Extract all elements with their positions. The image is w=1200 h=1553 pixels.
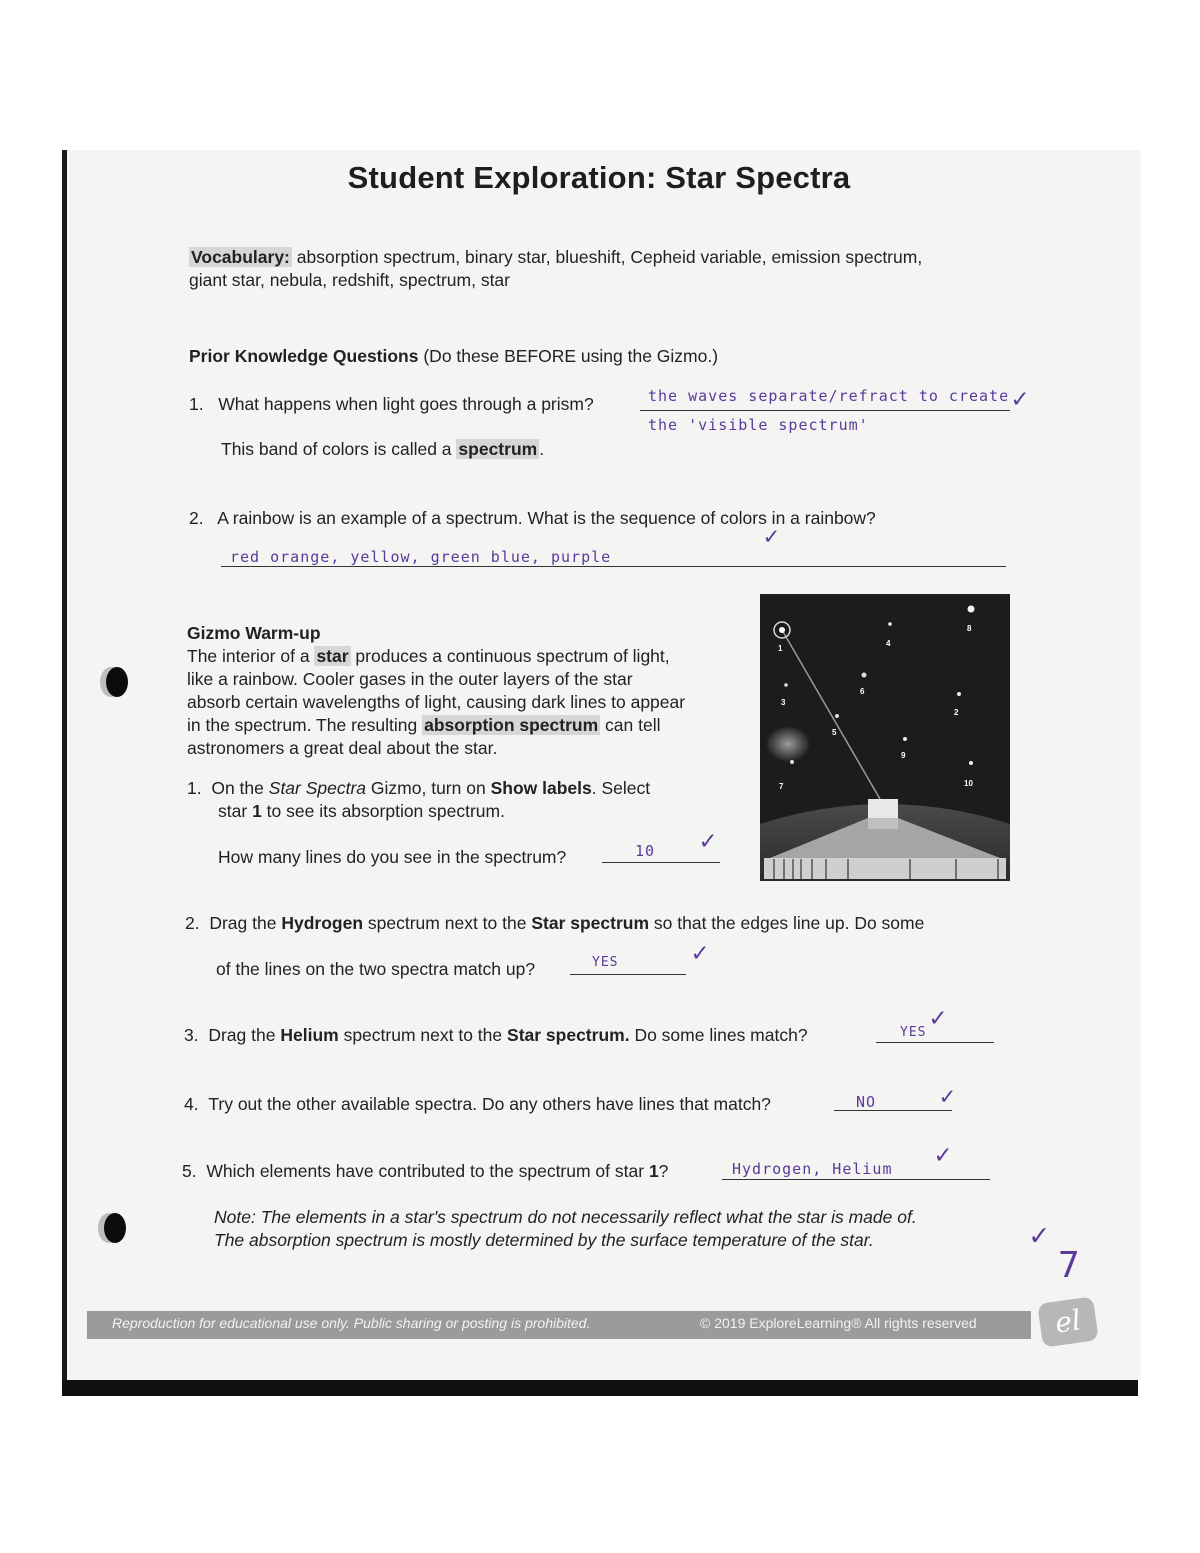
handwritten-answer: 10 <box>635 842 656 860</box>
page-bottom-edge <box>62 1380 1138 1396</box>
q-text: so that the edges line up. Do some <box>653 913 925 933</box>
binder-hole-icon <box>104 1213 126 1243</box>
star-3 <box>784 683 788 687</box>
term-star: star <box>316 646 349 666</box>
warmup-intro <box>187 622 747 760</box>
handwritten-answer: YES <box>592 955 619 970</box>
star-1 <box>779 627 785 633</box>
warmup-text: produces a continuous spectrum of light, <box>355 646 670 666</box>
handwritten-answer: the waves separate/refract to create <box>648 387 1010 405</box>
q-text: to see its absorption spectrum. <box>266 801 505 821</box>
answer-line <box>834 1110 952 1111</box>
warmup-q5 <box>182 1160 668 1183</box>
answer-line <box>570 974 686 975</box>
grade-check-icon: ✓ <box>1030 1218 1050 1253</box>
note <box>214 1206 1014 1252</box>
hydrogen-term: Hydrogen <box>281 913 364 933</box>
warmup-text: like a rainbow. Cooler gases in the outer layers of the star <box>187 669 633 689</box>
answer-line <box>221 566 1006 567</box>
star-field-image <box>760 594 1010 881</box>
warmup-q2 <box>185 912 1015 935</box>
q-text: Gizmo, turn on <box>370 778 486 798</box>
star-6 <box>862 673 867 678</box>
star-5 <box>835 714 839 718</box>
question-number: 2. <box>185 913 200 933</box>
binder-hole-icon <box>106 667 128 697</box>
explorelearning-logo: el <box>1037 1296 1099 1347</box>
warmup-q2-line2: of the lines on the two spectra match up? <box>216 959 536 979</box>
q-text: Drag the <box>208 1025 276 1045</box>
page-title: Student Exploration: Star Spectra <box>347 160 851 195</box>
q-text: On the <box>211 778 264 798</box>
star-label: 2 <box>954 708 959 717</box>
vocabulary-line-1: absorption spectrum, binary star, blueshift, Cepheid variable, emission spectrum, <box>296 247 923 267</box>
answer-line <box>640 410 1010 411</box>
helium-term: Helium <box>280 1025 339 1045</box>
warmup-text: absorb certain wavelengths of light, causing dark lines to appear <box>187 692 686 712</box>
handwritten-answer: red orange, yellow, green blue, purple <box>230 548 612 566</box>
question-text: What happens when light goes through a prism? <box>218 394 594 414</box>
warmup-heading: Gizmo Warm-up <box>187 623 321 643</box>
handwritten-answer: YES <box>900 1025 927 1040</box>
warmup-text: in the spectrum. The resulting <box>187 715 418 735</box>
star-number: 1 <box>252 801 262 821</box>
warmup-q4 <box>184 1093 771 1116</box>
q-text: Drag the <box>209 913 277 933</box>
footer-notice: Reproduction for educational use only. Public sharing or posting is prohibited. <box>112 1315 591 1331</box>
prior-knowledge-heading <box>189 345 718 368</box>
checkmark-icon: ✓ <box>935 1140 952 1170</box>
question-number: 1. <box>189 394 204 414</box>
star-label: 5 <box>832 728 837 737</box>
star-label: 3 <box>781 698 786 707</box>
prior-q1 <box>189 393 594 416</box>
note-line: Note: The elements in a star's spectrum do not necessarily reflect what the star is made of. <box>214 1207 917 1227</box>
handwritten-answer: NO <box>856 1093 877 1111</box>
star-label: 6 <box>860 687 865 696</box>
question-number: 2. <box>189 508 204 528</box>
handwritten-answer: Hydrogen, Helium <box>732 1160 893 1178</box>
answer-line <box>602 862 720 863</box>
question-number: 1. <box>187 778 202 798</box>
vocabulary-line-2: giant star, nebula, redshift, spectrum, star <box>189 270 510 290</box>
star-10 <box>969 761 973 765</box>
star-label: 9 <box>901 751 906 760</box>
footer-copyright: © 2019 ExploreLearning® All rights reserved <box>700 1315 977 1331</box>
band-suffix: . <box>539 439 545 459</box>
star-spectrum-term: Star spectrum <box>531 913 650 933</box>
term-absorption-spectrum: absorption spectrum <box>424 715 599 735</box>
warmup-q3 <box>184 1024 808 1047</box>
q-text: spectrum next to the <box>367 913 527 933</box>
q-text: . Select <box>591 778 651 798</box>
grade-score: 7 <box>1058 1245 1081 1286</box>
spectrum-bar <box>764 858 1006 879</box>
checkmark-icon: ✓ <box>692 938 709 968</box>
checkmark-icon: ✓ <box>700 826 717 856</box>
q-text: How many lines do you see in the spectrum? <box>218 847 567 867</box>
answer-line <box>722 1179 990 1180</box>
question-number: 3. <box>184 1025 199 1045</box>
warmup-text: astronomers a great deal about the star. <box>187 738 498 758</box>
star-label: 1 <box>778 644 783 653</box>
star-label: 4 <box>886 639 891 648</box>
answer-line <box>876 1042 994 1043</box>
gizmo-name: Star Spectra <box>268 778 367 798</box>
show-labels-term: Show labels <box>490 778 592 798</box>
star-number: 1 <box>648 1161 659 1181</box>
prior-heading: Prior Knowledge Questions <box>189 346 419 366</box>
band-prefix: This band of colors is called a <box>221 439 452 459</box>
warmup-text: The interior of a <box>187 646 310 666</box>
question-number: 4. <box>184 1094 199 1114</box>
q-text: Try out the other available spectra. Do any others have lines that match? <box>208 1094 771 1114</box>
band-sentence <box>221 438 544 461</box>
checkmark-icon: ✓ <box>930 1003 947 1033</box>
star-label: 10 <box>964 779 973 788</box>
question-number: 5. <box>182 1161 197 1181</box>
handwritten-answer-cont: the 'visible spectrum' <box>648 416 869 434</box>
band-term: spectrum <box>458 439 538 459</box>
warmup-q1 <box>187 777 727 823</box>
checkmark-icon: ✓ <box>764 522 780 550</box>
star-2 <box>957 692 961 696</box>
question-text: A rainbow is an example of a spectrum. What is the sequence of colors in a rainbow? <box>217 508 876 528</box>
star-4 <box>888 622 892 626</box>
star-label: 7 <box>779 782 784 791</box>
q-text: spectrum next to the <box>343 1025 503 1045</box>
q-text: Do some lines match? <box>634 1025 808 1045</box>
warmup-text: can tell <box>605 715 661 735</box>
note-line: The absorption spectrum is mostly determined by the surface temperature of the star. <box>214 1230 874 1250</box>
star-9 <box>903 737 907 741</box>
checkmark-icon: ✓ <box>940 1082 956 1110</box>
warmup-q1-lines <box>218 846 566 869</box>
prior-heading-note: (Do these BEFORE using the Gizmo.) <box>423 346 719 366</box>
star-spectrum-term: Star spectrum. <box>507 1025 630 1045</box>
q-text: Which elements have contributed to the spectrum of star <box>206 1161 645 1181</box>
q-text: ? <box>658 1161 669 1181</box>
gizmo-screenshot <box>760 594 1010 881</box>
star-8 <box>968 606 975 613</box>
q-text: star <box>218 801 248 821</box>
vocabulary-label: Vocabulary: <box>191 247 290 267</box>
star-label: 8 <box>967 624 972 633</box>
star-7 <box>790 760 794 764</box>
checkmark-icon: ✓ <box>1012 384 1029 414</box>
vocabulary-block <box>189 246 1029 292</box>
